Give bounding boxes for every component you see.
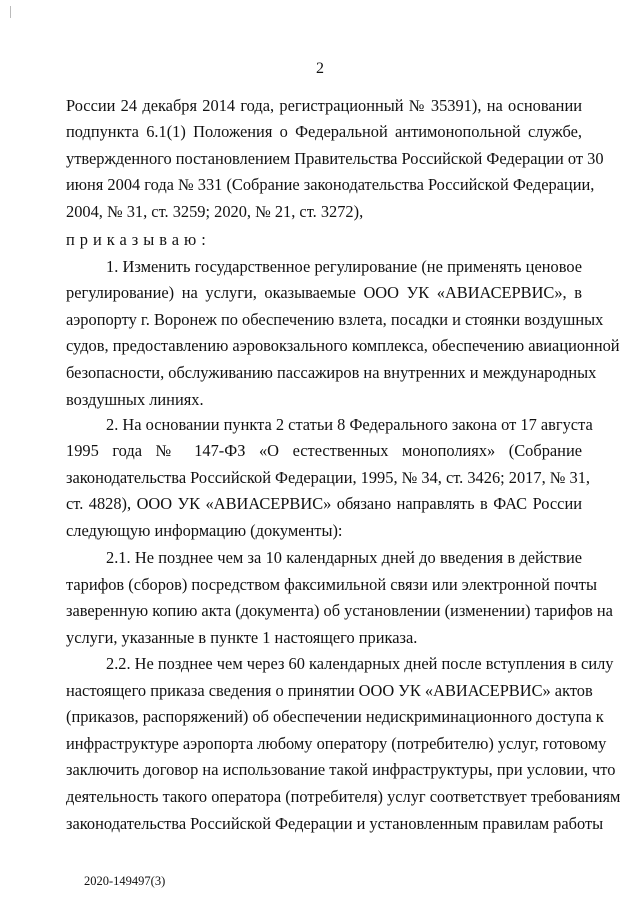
order-word: приказываю: (66, 230, 211, 249)
text-line: регулирование) на услуги, оказываемые ООО УК «АВИАСЕРВИС», в (66, 283, 582, 302)
text-line: деятельность такого оператора (потребителя) услуг соответствует требованиям (66, 787, 621, 806)
text-line: подпункта 6.1(1) Положения о Федеральной антимонопольной службе, (66, 122, 582, 141)
page-number: 2 (316, 60, 324, 77)
text-line: ст. 4828), ООО УК «АВИАСЕРВИС» обязано направлять в ФАС России (66, 494, 582, 513)
text-line: заверенную копию акта (документа) об установлении (изменении) тарифов на (66, 601, 613, 620)
document-code: 2020-149497(3) (84, 874, 166, 888)
text-line: настоящего приказа сведения о принятии ООО УК «АВИАСЕРВИС» актов (66, 681, 593, 700)
text-line: 1995 года № 147-ФЗ «О естественных монополиях» (Собрание (66, 441, 582, 460)
text-line: услуги, указанные в пункте 1 настоящего приказа. (66, 628, 418, 647)
text-line: следующую информацию (документы): (66, 521, 343, 540)
text-line: законодательства Российской Федерации, 1995, № 34, ст. 3426; 2017, № 31, (66, 468, 590, 487)
item-2-1-line: 2.1. Не позднее чем за 10 календарных дней до введения в действие (106, 548, 582, 567)
text-line: июня 2004 года № 331 (Собрание законодательства Российской Федерации, (66, 175, 595, 194)
item-2-2-line: 2.2. Не позднее чем через 60 календарных дней после вступления в силу (106, 654, 614, 673)
text-line: инфраструктуре аэропорта любому оператору (потребителю) услуг, готовому (66, 734, 607, 753)
text-line: законодательства Российской Федерации и установленным правилам работы (66, 814, 604, 833)
scan-mark (10, 6, 17, 18)
text-line: тарифов (сборов) посредством факсимильной связи или электронной почты (66, 575, 597, 594)
text-line: судов, предоставлению аэровокзального комплекса, обеспечению авиационной (66, 336, 620, 355)
text-line: (приказов, распоряжений) об обеспечении недискриминационного доступа к (66, 707, 604, 726)
text-line: воздушных линиях. (66, 390, 204, 409)
text-line: аэропорту г. Воронеж по обеспечению взлета, посадки и стоянки воздушных (66, 310, 604, 329)
text-line: заключить договор на использование такой инфраструктуры, при условии, что (66, 760, 616, 779)
text-line: утвержденного постановлением Правительства Российской Федерации от 30 (66, 149, 604, 168)
item-2-line: 2. На основании пункта 2 статьи 8 Федерального закона от 17 августа (106, 415, 593, 434)
item-1-line: 1. Изменить государственное регулирование (не применять ценовое (106, 257, 582, 276)
text-line: России 24 декабря 2014 года, регистрационный № 35391), на основании (66, 96, 582, 115)
text-line: 2004, № 31, ст. 3259; 2020, № 21, ст. 3272), (66, 202, 364, 221)
text-line: безопасности, обслуживанию пассажиров на внутренних и международных (66, 363, 597, 382)
